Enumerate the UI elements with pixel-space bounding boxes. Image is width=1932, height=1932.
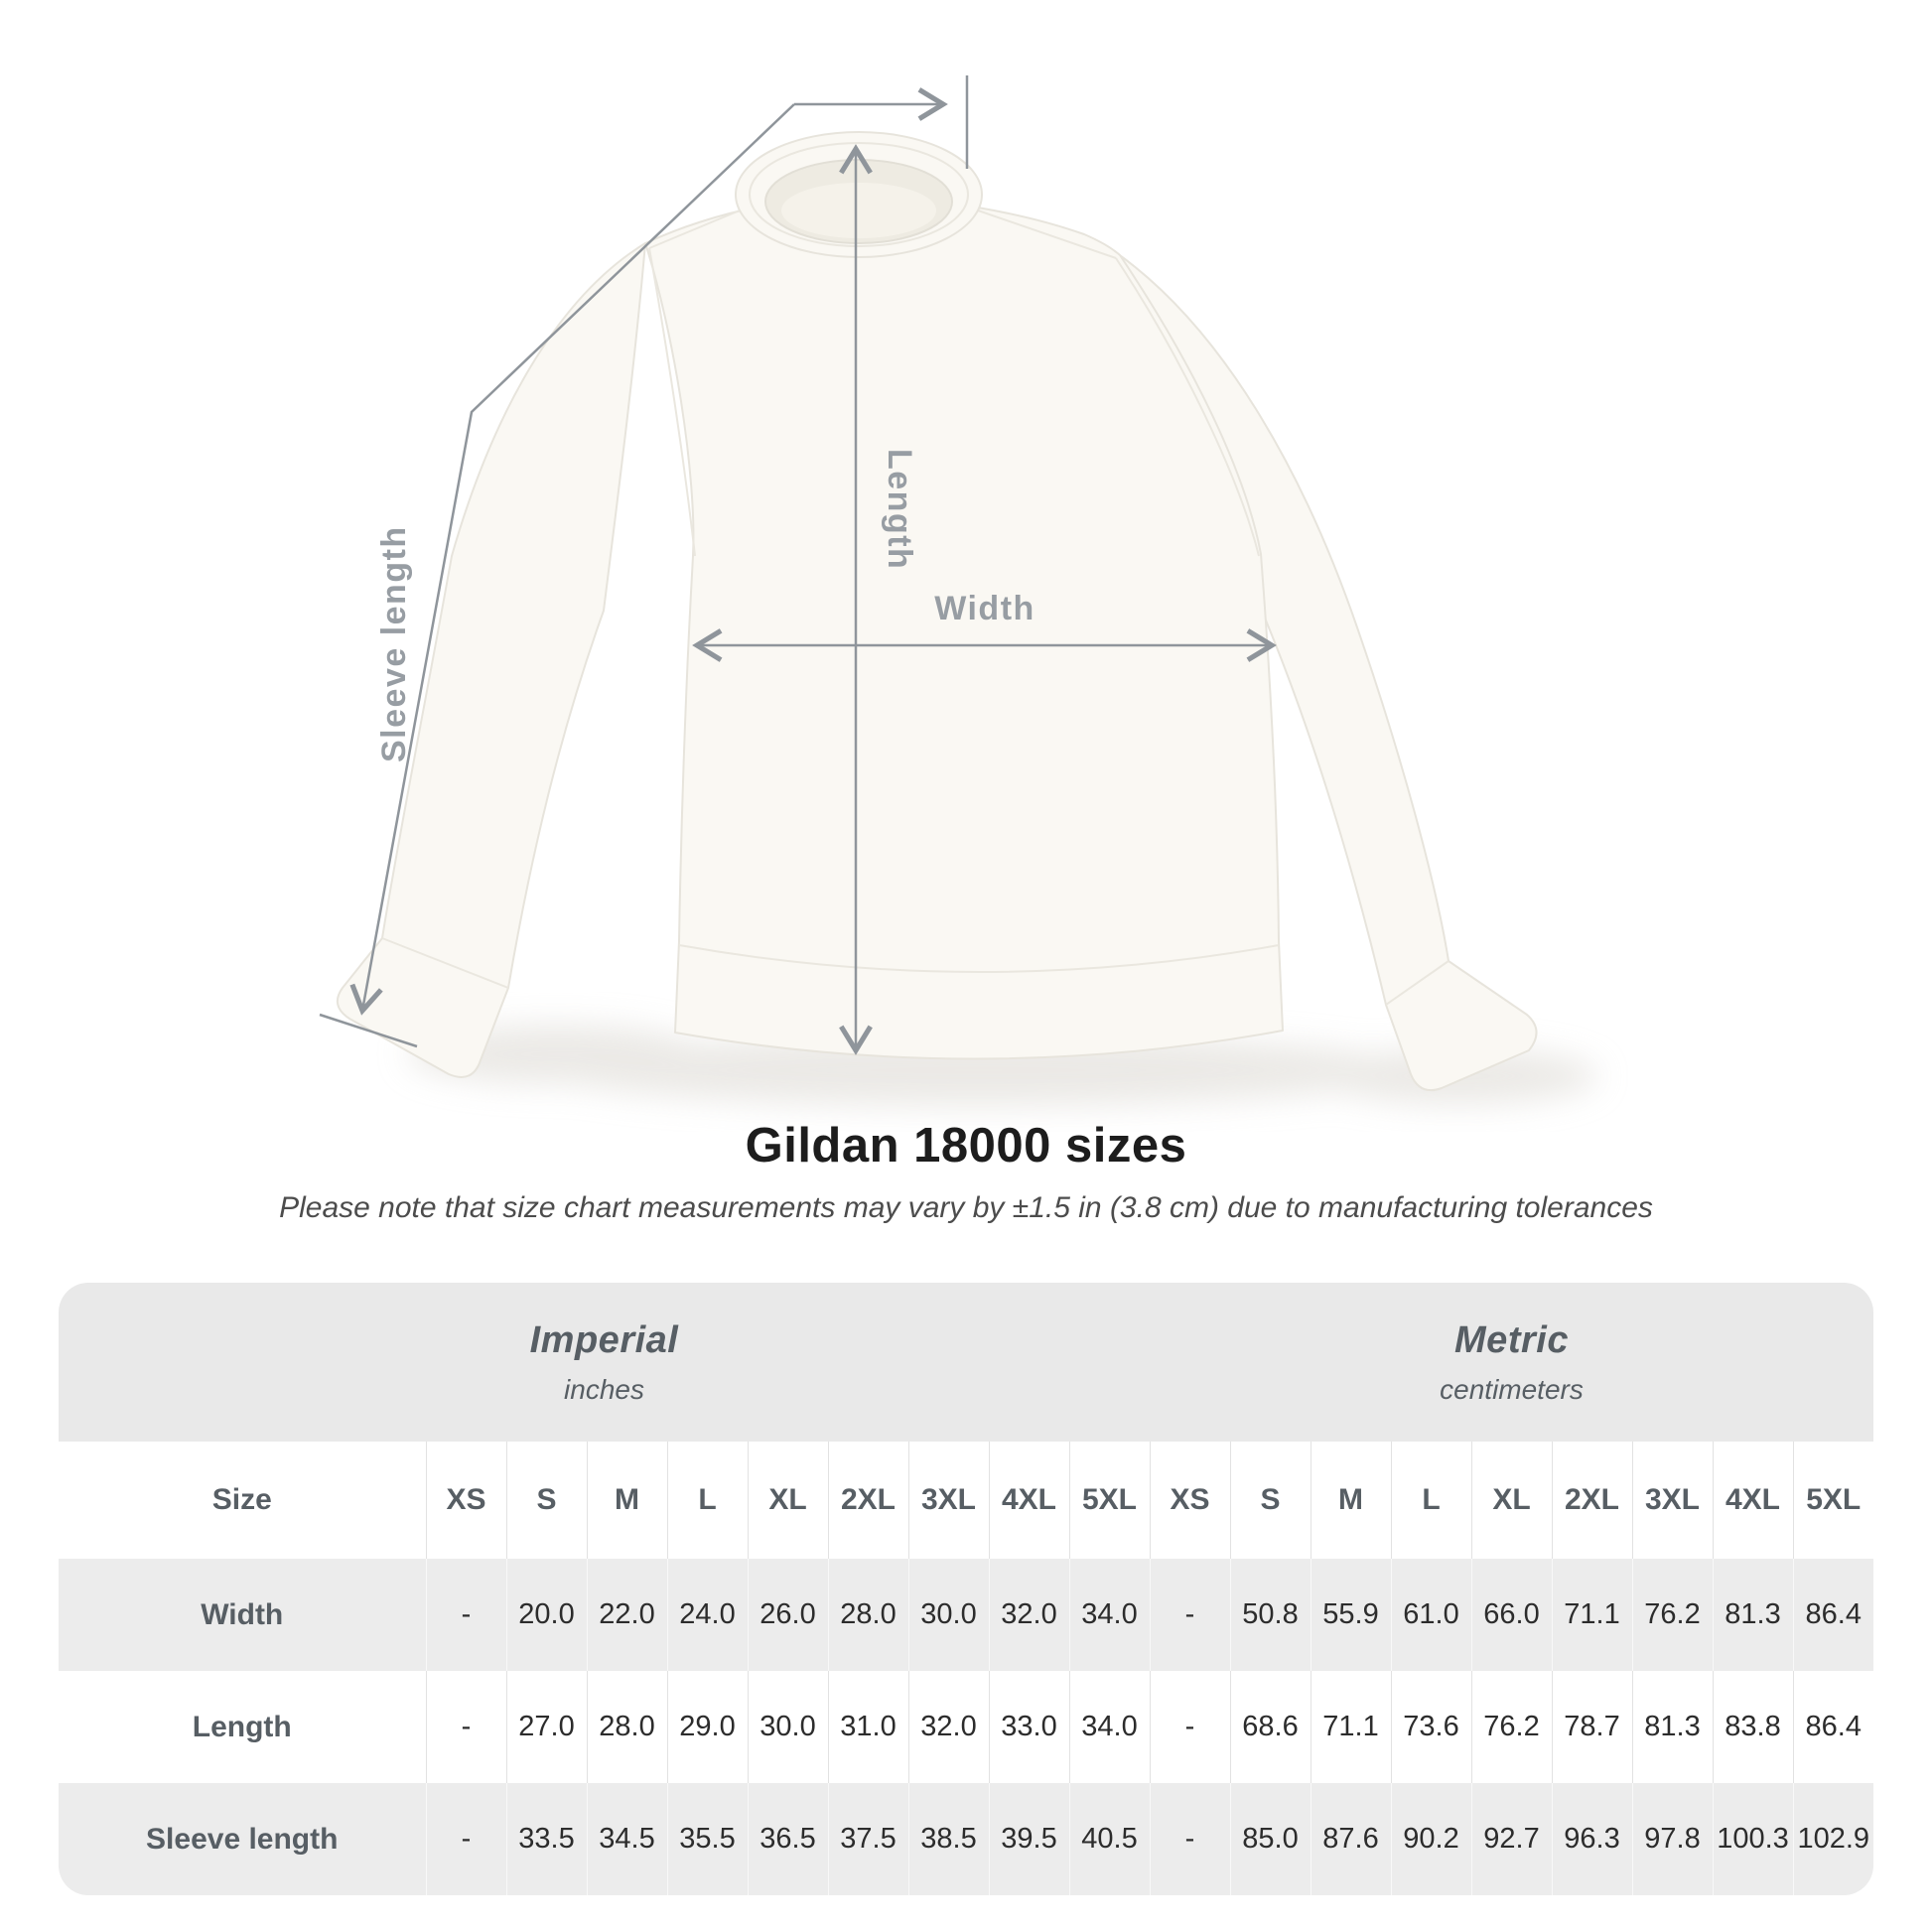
value-cell: 97.8 xyxy=(1632,1783,1713,1895)
value-cell: 32.0 xyxy=(989,1559,1069,1671)
value-cell: 102.9 xyxy=(1793,1783,1873,1895)
value-cell: 28.0 xyxy=(587,1671,667,1783)
value-cell: 71.1 xyxy=(1311,1671,1391,1783)
value-cell: 86.4 xyxy=(1793,1559,1873,1671)
collar xyxy=(736,132,982,257)
size-header-cell: Size xyxy=(211,1483,272,1516)
value-cell: 76.2 xyxy=(1632,1559,1713,1671)
value-cell: 22.0 xyxy=(587,1559,667,1671)
imperial-label: Imperial xyxy=(529,1318,679,1361)
value-cell: 87.6 xyxy=(1311,1783,1391,1895)
value-cell: 50.8 xyxy=(1230,1559,1311,1671)
value-cell: 55.9 xyxy=(1311,1559,1391,1671)
table-row xyxy=(59,1671,1873,1783)
page-title: Gildan 18000 sizes xyxy=(745,1119,1187,1173)
size-column-header: M xyxy=(1311,1442,1391,1559)
size-column-header: M xyxy=(587,1442,667,1559)
imperial-sublabel: inches xyxy=(564,1373,644,1405)
value-cell: - xyxy=(426,1783,506,1895)
size-grid xyxy=(59,1442,1873,1895)
sleeve-length-label: Sleeve length xyxy=(375,525,413,762)
unit-group-imperial xyxy=(59,1283,1150,1442)
caption-block xyxy=(0,1118,1932,1225)
size-column-header: 2XL xyxy=(1552,1442,1632,1559)
value-cell: 35.5 xyxy=(667,1783,748,1895)
metric-label: Metric xyxy=(1454,1318,1569,1361)
value-cell: 81.3 xyxy=(1632,1671,1713,1783)
value-cell: 85.0 xyxy=(1230,1783,1311,1895)
size-column-header: XL xyxy=(1471,1442,1552,1559)
value-cell: 76.2 xyxy=(1471,1671,1552,1783)
size-column-header: 2XL xyxy=(828,1442,908,1559)
value-cell: 73.6 xyxy=(1391,1671,1471,1783)
metric-sublabel: centimeters xyxy=(1440,1373,1584,1405)
size-table-card xyxy=(59,1283,1873,1895)
value-cell: 27.0 xyxy=(506,1671,587,1783)
value-cell: 83.8 xyxy=(1713,1671,1793,1783)
size-column-header: 5XL xyxy=(1069,1442,1150,1559)
value-cell: - xyxy=(1150,1671,1230,1783)
value-cell: 34.0 xyxy=(1069,1671,1150,1783)
value-cell: 36.5 xyxy=(748,1783,828,1895)
value-cell: 66.0 xyxy=(1471,1559,1552,1671)
value-cell: 38.5 xyxy=(908,1783,989,1895)
value-cell: 34.5 xyxy=(587,1783,667,1895)
value-cell: 96.3 xyxy=(1552,1783,1632,1895)
size-column-header: XS xyxy=(426,1442,506,1559)
size-column-header: 4XL xyxy=(989,1442,1069,1559)
value-cell: 78.7 xyxy=(1552,1671,1632,1783)
unit-group-metric xyxy=(1150,1283,1873,1442)
size-column-header: 4XL xyxy=(1713,1442,1793,1559)
value-cell: 81.3 xyxy=(1713,1559,1793,1671)
size-column-header: S xyxy=(506,1442,587,1559)
value-cell: 24.0 xyxy=(667,1559,748,1671)
table-row xyxy=(59,1783,1873,1895)
value-cell: 26.0 xyxy=(748,1559,828,1671)
length-label: Length xyxy=(881,449,918,571)
value-cell: 20.0 xyxy=(506,1559,587,1671)
value-cell: 61.0 xyxy=(1391,1559,1471,1671)
value-cell: - xyxy=(426,1671,506,1783)
value-cell: 37.5 xyxy=(828,1783,908,1895)
value-cell: 34.0 xyxy=(1069,1559,1150,1671)
size-column-header: XL xyxy=(748,1442,828,1559)
table-row xyxy=(59,1442,1873,1559)
tolerance-note: Please note that size chart measurements may vary by ±1.5 in (3.8 cm) due to manufacturing tolerances xyxy=(279,1191,1653,1224)
row-label: Width xyxy=(201,1597,284,1631)
value-cell: 33.5 xyxy=(506,1783,587,1895)
value-cell: 31.0 xyxy=(828,1671,908,1783)
value-cell: 30.0 xyxy=(748,1671,828,1783)
row-label: Sleeve length xyxy=(146,1822,339,1856)
size-column-header: 3XL xyxy=(1632,1442,1713,1559)
size-column-header: 3XL xyxy=(908,1442,989,1559)
value-cell: 30.0 xyxy=(908,1559,989,1671)
width-label: Width xyxy=(934,590,1035,627)
value-cell: 33.0 xyxy=(989,1671,1069,1783)
value-cell: 86.4 xyxy=(1793,1671,1873,1783)
value-cell: 68.6 xyxy=(1230,1671,1311,1783)
table-row xyxy=(59,1559,1873,1671)
size-column-header: XS xyxy=(1150,1442,1230,1559)
value-cell: 92.7 xyxy=(1471,1783,1552,1895)
value-cell: 39.5 xyxy=(989,1783,1069,1895)
value-cell: 28.0 xyxy=(828,1559,908,1671)
size-column-header: S xyxy=(1230,1442,1311,1559)
value-cell: 40.5 xyxy=(1069,1783,1150,1895)
value-cell: 29.0 xyxy=(667,1671,748,1783)
size-column-header: 5XL xyxy=(1793,1442,1873,1559)
value-cell: - xyxy=(1150,1783,1230,1895)
value-cell: - xyxy=(1150,1559,1230,1671)
value-cell: 32.0 xyxy=(908,1671,989,1783)
size-column-header: L xyxy=(1391,1442,1471,1559)
value-cell: 100.3 xyxy=(1713,1783,1793,1895)
value-cell: 71.1 xyxy=(1552,1559,1632,1671)
unit-header-band xyxy=(59,1283,1873,1442)
value-cell: 90.2 xyxy=(1391,1783,1471,1895)
value-cell: - xyxy=(426,1559,506,1671)
row-label: Length xyxy=(192,1710,292,1743)
size-column-header: L xyxy=(667,1442,748,1559)
